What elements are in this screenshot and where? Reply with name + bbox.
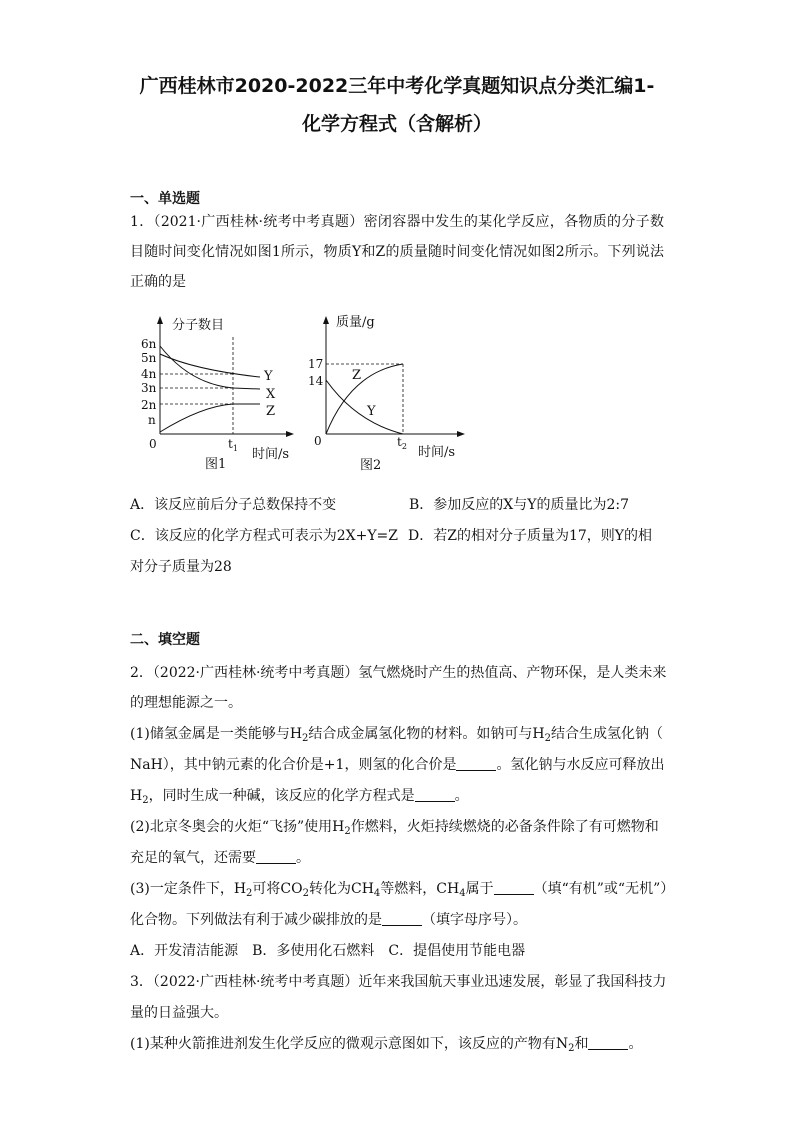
fig2-label-y: Y	[367, 404, 376, 419]
q2-part1-line1: (1)储氢金属是一类能够与$H_2$结合成金属氢化物的材料。如钠可与$H_2$结合生成氢化钠（	[130, 726, 664, 744]
q2-part3-line1: (3)一定条件下，$H_2$可将$CO_2$转化为$CH_4$等燃料，$CH_4$属于 （填“有机”或“无机”）	[130, 881, 675, 899]
fig1-ylabel: 分子数目	[172, 318, 225, 333]
fig2-curve-z	[326, 364, 403, 434]
fig2-origin: 0	[314, 434, 322, 448]
q3-intro-line2: 量的日益强大。	[130, 1005, 228, 1021]
answer-blank[interactable]	[256, 849, 296, 864]
fig1-tick-2n: 2n	[141, 398, 157, 412]
fig1-label-y: Y	[264, 369, 273, 384]
q2-options: A．开发清洁能源 B．多使用化石燃料 C．提倡使用节能电器	[130, 943, 526, 959]
fig2-ylabel: 质量/g	[336, 315, 375, 330]
q2-part2-line1: (2)北京冬奥会的火炬“飞扬”使用$H_2$作燃料，火炬持续燃烧的必备条件除了有可燃物和	[130, 819, 659, 837]
answer-blank[interactable]	[494, 880, 534, 895]
q1-option-a: A．该反应前后分子总数保持不变	[130, 497, 337, 513]
section-heading-single-choice: 一、单选题	[130, 191, 200, 207]
question-1-stem: 1．（2021·广西桂林·统考中考真题）密闭容器中发生的某化学反应，各物质的分子数目随时间变化情况如图1所示，物质Y和Z的质量随时间变化情况如图2所示。下列说法正确的是	[130, 214, 664, 290]
fig2-tick-14: 14	[308, 374, 324, 388]
q3-intro-line1: 3．（2022·广西桂林·统考中考真题）近年来我国航天事业迅速发展，彰显了我国科技力	[130, 974, 667, 990]
q2-part1-line3: $H_2$，同时生成一种碱，该反应的化学方程式是 。	[130, 788, 469, 806]
fig1-t1: $t_1$	[228, 437, 238, 453]
q3-part1: (1)某种火箭推进剂发生化学反应的微观示意图如下，该反应的产物有$N_2$和 。	[130, 1036, 643, 1054]
answer-blank[interactable]	[382, 911, 422, 926]
fig2-t2: $t_2$	[397, 435, 407, 451]
q2-part2-line2: 充足的氧气，还需要 。	[130, 850, 310, 866]
fig1-tick-6n: 6n	[141, 337, 157, 351]
fig1-tick-n: n	[148, 413, 156, 427]
fig1-tick-4n: 4n	[141, 367, 157, 381]
fig1-curve-z	[160, 404, 260, 432]
fig1-curve-x	[160, 346, 260, 389]
q2-part3-line2: 化合物。下列做法有利于减少碳排放的是 （填字母序号）。	[130, 912, 527, 928]
figure-2-mass-chart	[296, 312, 471, 477]
answer-blank[interactable]	[588, 1035, 628, 1050]
fig1-label-z: Z	[266, 404, 276, 419]
fig1-label-x: X	[266, 387, 276, 402]
answer-blank[interactable]	[415, 787, 455, 802]
fig1-curve-y	[160, 354, 260, 377]
q2-intro-line2: 的理想能源之一。	[130, 695, 242, 711]
answer-blank[interactable]	[456, 756, 496, 771]
fig1-caption: 图1	[205, 457, 227, 472]
q1-option-c: C．该反应的化学方程式可表示为2X+Y=Z	[130, 528, 399, 544]
fig2-xlabel: 时间/s	[418, 445, 456, 460]
fig1-tick-3n: 3n	[141, 381, 157, 395]
figure-1-molecule-count-chart	[130, 312, 300, 477]
fig2-tick-17: 17	[308, 357, 324, 371]
fig2-curve-y	[326, 380, 403, 434]
fig1-origin: 0	[149, 437, 157, 451]
q1-option-b: B．参加反应的X与Y的质量比为2:7	[409, 497, 630, 513]
q1-option-d-line1: D．若Z的相对分子质量为17，则Y的相	[408, 528, 653, 544]
fig2-label-z: Z	[352, 368, 362, 383]
q2-intro-line1: 2．（2022·广西桂林·统考中考真题）氢气燃烧时产生的热值高、产物环保，是人类未来	[130, 665, 667, 681]
doc-title-line2: 化学方程式（含解析）	[301, 113, 492, 135]
fig2-caption: 图2	[360, 458, 382, 473]
doc-title-line1: 广西桂林市2020-2022三年中考化学真题知识点分类汇编1-	[139, 75, 655, 97]
q2-part1-line2: NaH），其中钠元素的化合价是+1，则氢的化合价是 。氢化钠与水反应可释放出	[130, 757, 665, 773]
q1-option-d-line2: 对分子质量为28	[130, 559, 232, 575]
fig1-xlabel: 时间/s	[252, 447, 290, 462]
fig1-tick-5n: 5n	[141, 351, 157, 365]
section-heading-fill-blank: 二、填空题	[130, 632, 200, 648]
